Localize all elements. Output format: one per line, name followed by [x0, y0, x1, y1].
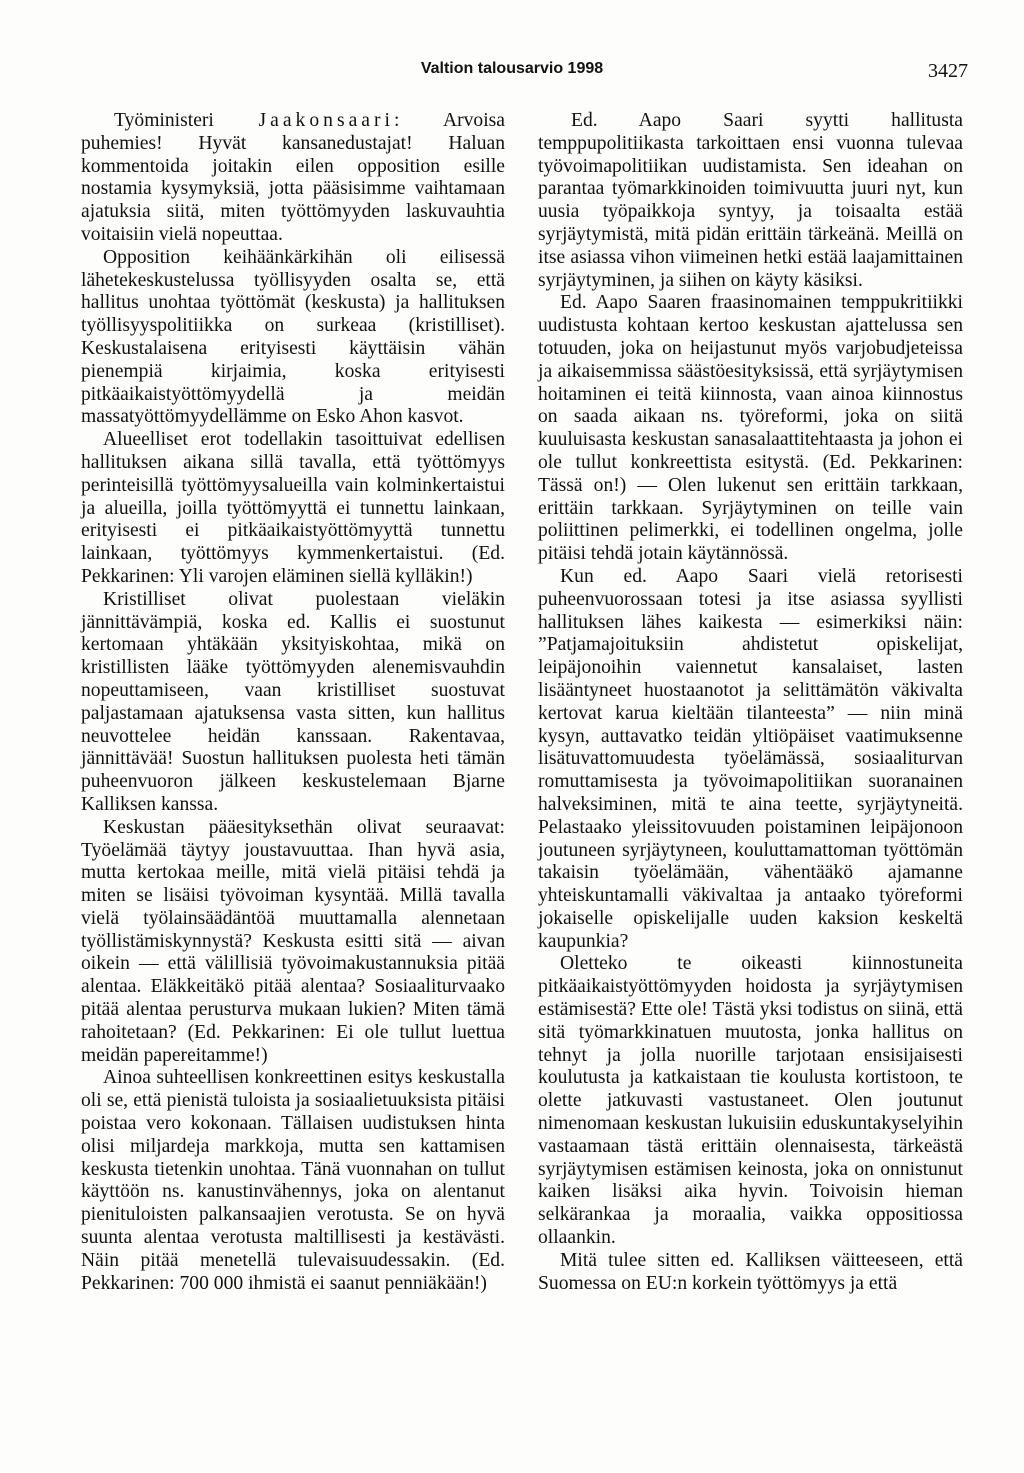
- paragraph: Oletteko te oikeasti kiinnostuneita pitkäaikaistyöttömyyden hoidosta ja syrjäytymisen estämisestä? Ette ole! Tästä yksi todistus on siinä, että sitä työmarkkinatuen muutosta, jonka hallitus on tehnyt ja jolla nuorille tarjotaan ensisijaisesti koulutusta ja katkaistaan tie koulusta kortistoon, te olette jatkuvasti vastustaneet. Olen joutunut nimenomaan keskustan lukuisiin eduskuntakyselyihin vastaamaan tästä erittäin olennaisesta, tärkeästä syrjäytymisen estämisen keinosta, joka on onnistunut kaiken lisäksi aika hyvin. Toivoisin hieman selkärankaa ja moraalia, vaikka oppositiossa ollaankin.: [538, 953, 963, 1249]
- page-number: 3427: [928, 60, 968, 82]
- paragraph: Ainoa suhteellisen konkreettinen esitys keskustalla oli se, että pienistä tuloista ja sosiaalietuuksista pitäisi poistaa vero kokonaan. Tällaisen uudistuksen hinta olisi miljardeja markkoja, mutta sen kattamisen keskusta tietenkin unohtaa. Tänä vuonnahan on tullut käyttöön ns. kanustinvähennys, joka on alentanut pienituloisten palkansaajien verotusta. Se on hyvä suunta alentaa verotusta maltillisesti ja kestävästi. Näin pitää menetellä tulevaisuudessakin. (Ed. Pekkarinen: 700 000 ihmistä ei saanut penniäkään!): [81, 1067, 505, 1294]
- paragraph: Ed. Aapo Saari syytti hallitusta temppupolitiikasta tarkoittaen ensi vuonna tulevaa työvoimapolitiikan uudistamista. Sen ideahan on parantaa työmarkkinoiden toimivuutta juuri nyt, kun uusia työpaikkoja syntyy, ja toisaalta estää syrjäytymistä, mitä pidän erittäin tärkeänä. Meillä on itse asiassa vihon viimeinen hetki estää laajamittainen syrjäytyminen, ja siihen on käyty käsiksi.: [538, 110, 963, 291]
- paragraph: Opposition keihäänkärkihän oli eilisessä lähetekeskustelussa työllisyyden osalta se, että hallitus unohtaa työttömät (keskusta) ja hallituksen työllisyyspolitiikka on surkeaa (kristilliset). Keskustalaisena erityisesti käyttäisin vähän pienempiä kirjaimia, koska erityisesti pitkäaikaistyöttömyydellä ja meidän massatyöttömyydellämme on Esko Ahon kasvot.: [81, 246, 505, 428]
- speaker-name: Jaakonsaari: [258, 110, 394, 131]
- left-column: [81, 110, 505, 1295]
- paragraph: Alueelliset erot todellakin tasoittuivat edellisen hallituksen aikana sillä tavalla, että työttömyys perinteisillä työttömyysalueilla vain kolminkertaistui ja alueilla, joilla työttömyyttä ei tunnettu lainkaan, erityisesti ei pitkäaikaistyöttömyyttä tunnettu lainkaan, työttömyys kymmenkertaistui. (Ed. Pekkarinen: Yli varojen eläminen siellä kylläkin!): [81, 429, 505, 587]
- speaker-title: Työministeri: [114, 110, 214, 131]
- paragraph: Keskustan pääesityksethän olivat seuraavat: Työelämää täytyy joustavuuttaa. Ihan hyvä asia, mutta kertokaa meille, mitä vielä pitäisi tehdä ja miten se lisäisi työvoiman kysyntää. Millä tavalla vielä työlainsäädäntöä muuttamalla alennetaan työllistämiskynnystä? Keskusta esitti sitä — aivan oikein — että välillisiä työvoimakustannuksia pitää alentaa. Eläkkeitäkö pitää alentaa? Sosiaaliturvaako pitää alentaa perusturva mukaan lukien? Miten tämä rahoitetaan? (Ed. Pekkarinen: Ei ole tullut luettua meidän papereitamme!): [81, 816, 505, 1066]
- paragraph: Kun ed. Aapo Saari vielä retorisesti puheenvuorossaan totesi ja itse asiassa syyllisti hallituksen lähes kaikesta — esimerkiksi näin: ”Patjamajoituksiin ahdistetut opiskelijat, leipäjonoihin vaiennetut kansalaiset, lasten lisääntyneet huostaanotot ja selittämätön väkivalta kertovat karua kieltään tilanteesta” — niin minä kysyn, auttavatko teidän yltiöpäiset vaatimuksenne lisätuvattomuudesta työelämässä, sosiaaliturvan romuttamisesta ja työvoimapolitiikan suoranainen halveksiminen, mitä te aina teette, syrjäytyneitä. Pelastaako yleissitovuuden poistaminen leipäjonoon joutuneen syrjäytyneen, kouluttamattoman työttömän takaisin työelämään, vähentääkö ajamanne yhteiskuntamalli väkivaltaa ja antaako työreformi jokaiselle opiskelijalle uuden kaksion keskeltä kaupunkia?: [538, 565, 963, 952]
- paragraph: Kristilliset olivat puolestaan vieläkin jännittävämpiä, koska ed. Kallis ei suostunut kertomaan yhtäkään yksityiskohtaa, mikä on kristillisten lääke työttömyyden alenemisvauhdin nopeuttamiseen, vaan kristilliset suostuvat paljastamaan ajatuksensa vasta sitten, kun hallitus neuvottelee heidän kanssaan. Rakentavaa, jännittävää! Suostun hallituksen puolesta heti tämän puheenvuoron jälkeen keskustelemaan Bjarne Kalliksen kanssa.: [81, 588, 505, 815]
- speech-opening-paragraph: [81, 110, 505, 247]
- right-column: [538, 110, 963, 1295]
- running-header-title: Valtion talousarvio 1998: [420, 60, 604, 77]
- speech-opening-text: : Arvoisa puhemies! Hyvät kansanedustajat! Haluan kommentoida joitakin eilen opposition esille nostamia kysymyksiä, jotta pääsisimme vaihtamaan ajatuksia siitä, miten työttömyyden laskuvauhtia voitaisiin vielä nopeuttaa.: [81, 110, 505, 245]
- paragraph: Mitä tulee sitten ed. Kalliksen väitteeseen, että Suomessa on EU:n korkein työttömyys ja että: [538, 1249, 963, 1294]
- paragraph: Ed. Aapo Saaren fraasinomainen temppukritiikki uudistusta kohtaan kertoo keskustan ajattelussa sen totuuden, joka on heijastunut myös varjobudjeteissa ja aikaisemmissa säästöesityksissä, että syrjäytymisen hoitaminen ei teitä kiinnosta, vaan ainoa kiinnostus on saada aikaan ns. työreformi, joka on siitä kuuluisasta keskustan sanasalaattitehtaasta ja johon ei ole tullut konkreettista esitystä. (Ed. Pekkarinen: Tässä on!) — Olen lukenut sen erittäin tarkkaan, erittäin tarkkaan. Syrjäytyminen on teille vain poliittinen pelimerkki, ei todellinen ongelma, jolle pitäisi tehdä jotain käytännössä.: [538, 292, 963, 565]
